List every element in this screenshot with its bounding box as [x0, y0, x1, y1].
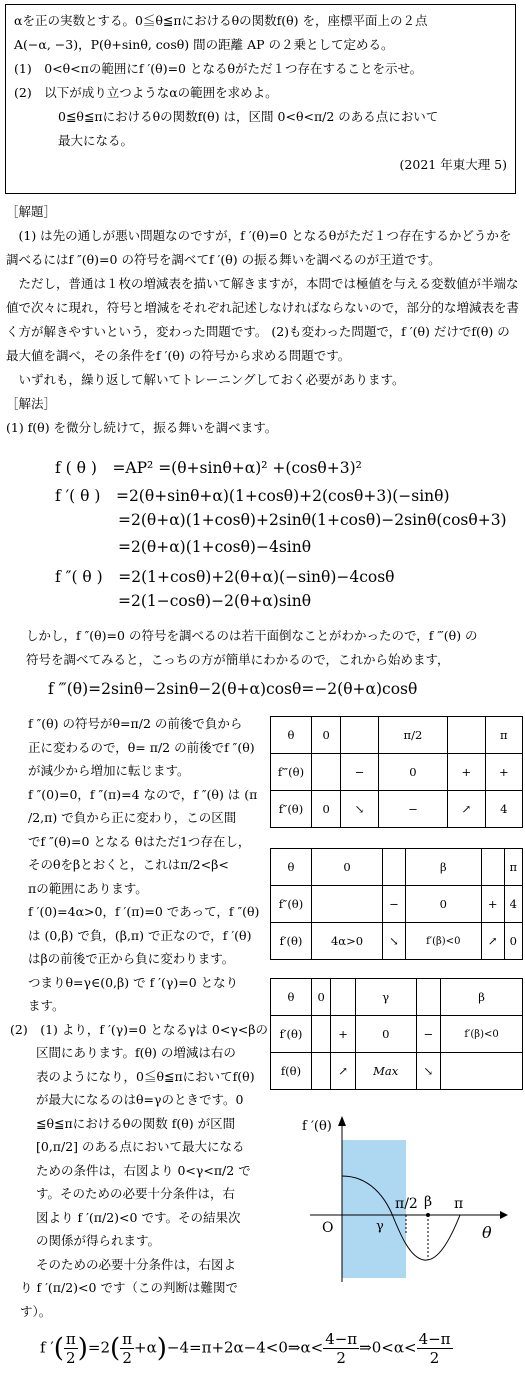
table-cell [312, 1016, 331, 1053]
explanation-line: はβの前後で正から負に変わります。 [28, 951, 235, 966]
fraction [64, 1330, 78, 1367]
explanation-line: そのθをβとおくと，これはπ/2<β< [28, 857, 229, 872]
graph-pi-label: π [454, 1196, 464, 1212]
table-cell: − [416, 1016, 441, 1053]
final-eq-part: +α [134, 1338, 157, 1357]
variation-table-3 [270, 978, 523, 1090]
table-cell [441, 1053, 523, 1090]
table-cell: 4α>0 [312, 923, 383, 960]
table-cell: π [504, 849, 522, 886]
explanation-line: (2) (1) より，f ′(γ)=0 となるγは 0<γ<βの [10, 1021, 268, 1037]
fraction-num: π [122, 1330, 133, 1348]
explanation-line: 表のようになり，0≦θ≦πにおいてf(θ) [36, 1068, 255, 1084]
commentary-para: (1) は先の通しが悪い問題なのですが，f ′(θ)=0 となるθがただ１つ存在するかどうかを調べるにはf ″(θ)=0 の符号を調べてf ′(θ) の振る舞いを調べるのが王道です。 [6, 228, 512, 267]
final-lhs: f ′ [40, 1338, 54, 1357]
table-cell: 0 [504, 923, 522, 960]
problem-line: (2) 以下が成り立つようなαの範囲を求めよ。 [14, 85, 278, 100]
commentary-heading: ［解題］ [6, 204, 57, 219]
explanation-line: /2,π) で負から正に変わり，この区間 [28, 810, 237, 825]
equation-line: =2(1−cosθ)−2(θ+α)sinθ [118, 592, 312, 610]
table-cell: 4 [485, 791, 522, 828]
fraction [120, 1330, 134, 1367]
problem-line: (1) 0<θ<πの範囲にf ′(θ)=0 となるθがただ１つ存在することを示せ。 [14, 61, 423, 76]
problem-line: A(−α, −3)，P(θ+sinθ, cosθ) 間の距離 AP の２乗として定める。 [14, 37, 394, 52]
table-cell: 0 [355, 1016, 416, 1053]
table-cell: + [448, 754, 485, 791]
third-derivative-note [26, 624, 516, 672]
paren-open: ( [53, 1333, 64, 1364]
explanation-line: 正に変わるので，θ= π/2 の前後でf ″(θ) [28, 739, 255, 755]
table-cell: 0 [312, 717, 341, 754]
explanation-line: 図より f ′(π/2)<0 です。その結果次 [36, 1209, 241, 1225]
explanation-line: ます。 [28, 998, 65, 1013]
third-derivative-equation: f ‴(θ)=2sinθ−2sinθ−2(θ+α)cosθ=−2(θ+α)cosθ [48, 680, 418, 698]
table-cell: θ [271, 717, 312, 754]
table-cell: ↘ [341, 791, 378, 828]
explanation-line: ≦θ≦πにおけるθの関数 f(θ) が区間 [36, 1115, 236, 1131]
table-cell: + [481, 886, 504, 923]
problem-line: 最大になる。 [58, 133, 134, 148]
table-cell: + [485, 754, 522, 791]
problem-line: 0≦θ≦πにおけるθの関数f(θ) は，区間 0<θ<π/2 のある点において [58, 109, 439, 124]
table-cell: f″(θ) [271, 886, 312, 923]
table-cell: f′(θ) [271, 923, 312, 960]
fraction-num: 4−π [325, 1330, 358, 1348]
table-cell: − [383, 886, 406, 923]
table-cell [383, 849, 406, 886]
table-cell: Max [355, 1053, 416, 1090]
graph-gamma-label: γ [376, 1219, 384, 1234]
fraction-den: 2 [336, 1349, 346, 1367]
fraction-num: π [65, 1330, 76, 1348]
final-inequality [40, 1330, 453, 1367]
table-cell: f′(θ) [271, 1016, 312, 1053]
paren-close: ) [156, 1333, 167, 1364]
explanation-line: は (0,β) で負，(β,π) で正なので，f ′(θ) [28, 927, 252, 943]
fraction-den: 2 [66, 1349, 76, 1367]
equation-line: f ( θ ) =AP² =(θ+sinθ+α)² +(cosθ+3)² [55, 459, 362, 477]
problem-box [5, 4, 516, 194]
table-cell: 4 [504, 886, 522, 923]
table-cell: ↗ [331, 1053, 356, 1090]
explanation-line: f ′(0)=4α>0，f ′(π)=0 であって，f ″(θ) [28, 904, 260, 919]
graph-xlabel: θ [482, 1223, 492, 1242]
final-eq-part: =2 [87, 1338, 111, 1357]
table-cell [312, 1053, 331, 1090]
explanation-line: そのための必要十分条件は，右図よ [36, 1256, 237, 1272]
table-cell: ↗ [448, 791, 485, 828]
explanation-line: πの範囲にあります。 [28, 880, 148, 896]
explanation-line: の関係が得られます。 [36, 1233, 161, 1248]
table-cell [448, 717, 485, 754]
table-cell: + [331, 1016, 356, 1053]
solution-intro: (1) f(θ) を微分し続けて，振る舞いを調べます。 [6, 420, 278, 435]
explanation-line: す。そのための必要十分条件は，右 [36, 1186, 236, 1201]
table-cell: 0 [312, 979, 331, 1016]
paren-open: ( [110, 1333, 121, 1364]
table-cell: f′(β)<0 [441, 1016, 523, 1053]
explanation-column [10, 712, 268, 1323]
table-cell: 0 [405, 886, 481, 923]
fraction-den: 2 [122, 1349, 132, 1367]
table-cell: − [341, 754, 378, 791]
table-cell: ↘ [383, 923, 406, 960]
note-line: 符号を調べてみると，こっちの方が簡単にわかるので，これから始めます， [26, 652, 450, 667]
table-cell: θ [271, 849, 312, 886]
table-cell [312, 886, 383, 923]
problem-line: αを正の実数とする。0≦θ≦πにおけるθの関数f(θ) を，座標平面上の２点 [14, 13, 428, 28]
equation-line: =2(θ+α)(1+cosθ)+2sinθ(1+cosθ)−2sinθ(cosθ+3) [118, 511, 507, 529]
graph-half-pi-label: π/2 [395, 1196, 418, 1212]
solution-heading: ［解法］ [6, 396, 57, 411]
equation-line: f ″( θ ) =2(1+cosθ)+2(θ+α)(−sinθ)−4cosθ [55, 568, 395, 586]
y-axis-arrow [338, 1116, 346, 1126]
table-cell: β [405, 849, 481, 886]
explanation-line: つまりθ=γ∈(0,β) で f ′(γ)=0 となり [28, 974, 239, 990]
explanation-line: ための条件は，右図より 0<γ<π/2 で [36, 1162, 251, 1178]
fraction-num: 4−π [418, 1330, 451, 1348]
equation-line: f ′( θ ) =2(θ+sinθ+α)(1+cosθ)+2(cosθ+3)(−sinθ) [55, 487, 450, 505]
table-cell: ↗ [481, 923, 504, 960]
table-cell: 0 [312, 849, 383, 886]
table-cell: π [485, 717, 522, 754]
paren-close: ) [77, 1333, 88, 1364]
table-cell [331, 979, 356, 1016]
problem-source: (2021 年東大理 5) [399, 157, 507, 172]
graph-ylabel: f ′(θ) [302, 1119, 332, 1134]
commentary-para: いずれも，繰り返して解いてトレーニングしておく必要があります。 [18, 372, 405, 387]
table-cell [416, 979, 441, 1016]
explanation-line: 区間にあります。f(θ) の増減は右の [36, 1045, 236, 1060]
explanation-line: り f ′(π/2)<0 です（この判断は難関です）。 [20, 1280, 238, 1319]
commentary-para: ただし，普通は１枚の増減表を描いて解きますが，本問では極値を与える変数値が半端な値で次々に現れ，符号と増減をそれぞれ記述しなければならないので，部分的な増減表を書く方が解きやすいという，変わった問題です。 (2)も変わった問題で，f ′(θ) だけでf(θ) の最大値を調べ，その条件をf ′(θ) の符号から求める問題です。 [6, 276, 520, 363]
derivative-graph [300, 1110, 510, 1285]
fraction-den: 2 [429, 1349, 440, 1367]
explanation-line: でf ″(θ)=0 となる θはただ1つ存在し， [28, 833, 251, 849]
table-cell: γ [355, 979, 416, 1016]
table-cell: 0 [378, 754, 447, 791]
beta-point [426, 1213, 430, 1217]
note-line: しかし，f ″(θ)=0 の符号を調べるのは若干面倒なことがわかったので，f ‴(θ) の [26, 628, 478, 643]
x-axis-arrow [500, 1211, 508, 1219]
table-cell: 0 [312, 791, 341, 828]
final-eq-part: −4=π+2α−4<0⇒α< [166, 1338, 324, 1357]
fraction [417, 1330, 453, 1367]
explanation-line: が減少から増加に転じます。 [28, 763, 190, 778]
table-cell: f′(β)<0 [405, 923, 481, 960]
table-cell [481, 849, 504, 886]
explanation-line: f ″(0)=0，f ″(π)=4 なので，f ″(θ) は (π [28, 786, 258, 802]
equation-line: =2(θ+α)(1+cosθ)−4sinθ [118, 538, 312, 556]
table-cell: − [378, 791, 447, 828]
table-cell: f‴(θ) [271, 754, 312, 791]
graph-beta-label: β [424, 1194, 433, 1210]
fraction [323, 1330, 359, 1367]
table-cell: θ [271, 979, 312, 1016]
variation-table-1 [270, 716, 523, 828]
variation-table-2 [270, 848, 523, 960]
table-cell: f(θ) [271, 1053, 312, 1090]
table-cell [341, 717, 378, 754]
explanation-line: が最大になるのはθ=γのときです。0 [36, 1092, 244, 1107]
table-cell [312, 754, 341, 791]
table-cell: β [441, 979, 523, 1016]
graph-origin-label: O [322, 1220, 334, 1236]
table-cell: f″(θ) [271, 791, 312, 828]
commentary [6, 200, 520, 440]
final-eq-part: ⇒0<α< [359, 1338, 417, 1357]
table-cell: ↘ [416, 1053, 441, 1090]
table-cell: π/2 [378, 717, 447, 754]
explanation-line: [0,π/2] のある点において最大になる [36, 1139, 245, 1154]
explanation-line: f ″(θ) の符号がθ=π/2 の前後で負から [28, 716, 243, 731]
